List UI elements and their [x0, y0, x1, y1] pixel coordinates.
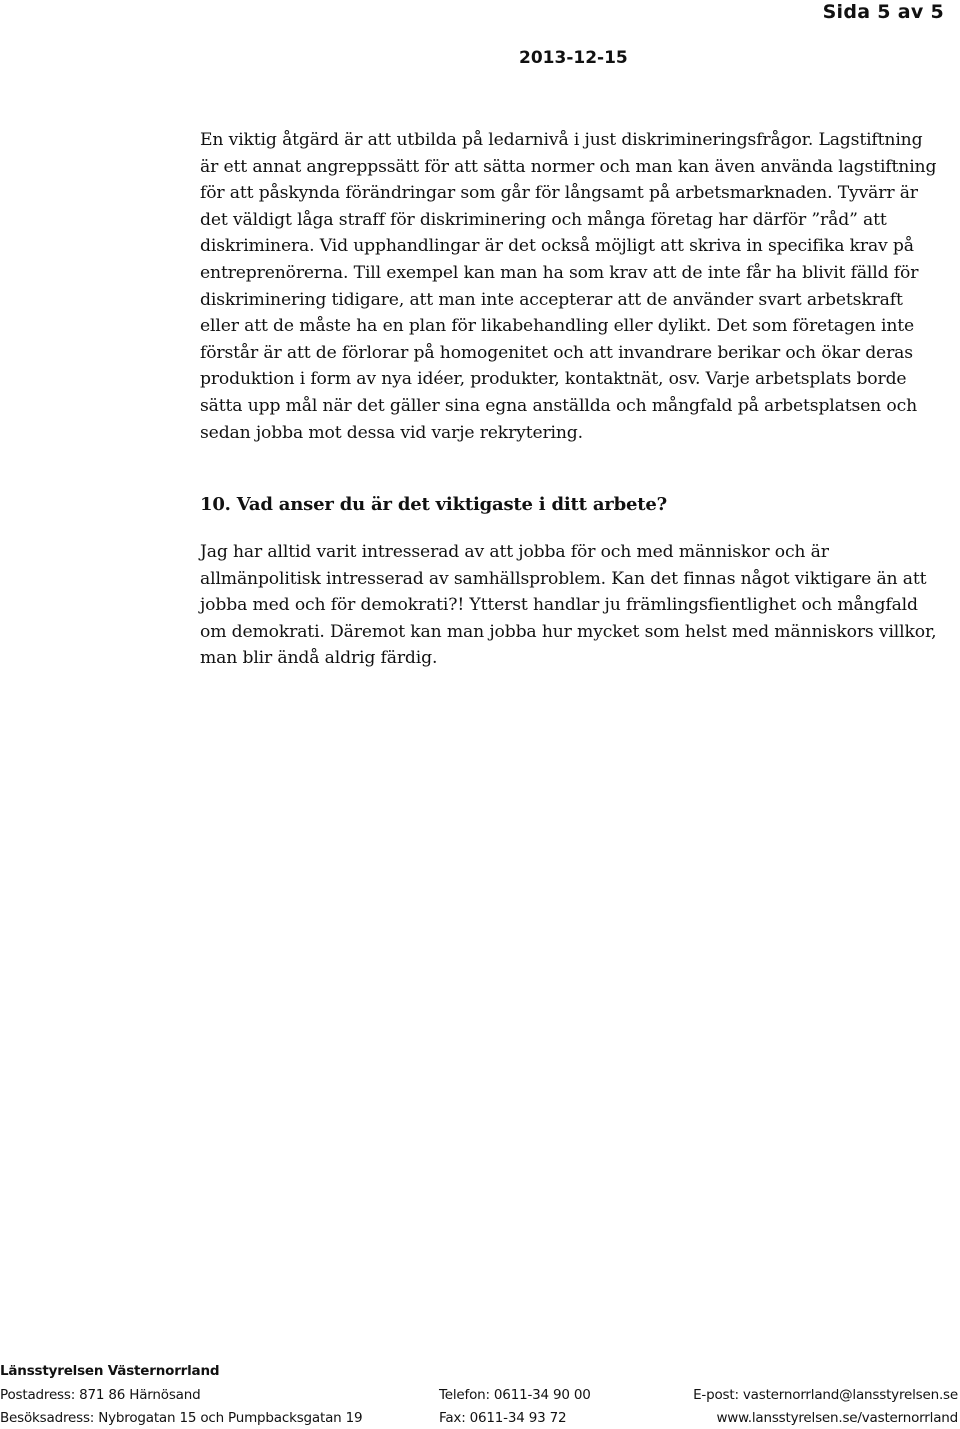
footer-email[interactable]: E-post: vasternorrland@lansstyrelsen.se	[693, 1387, 958, 1403]
body-paragraph-1: En viktig åtgärd är att utbilda på ledarnivå i just diskrimineringsfrågor. Lagstiftning är ett annat angreppssätt för att sätta normer och man kan även använda lagstiftning för att påskynda förändringar som går för långsamt på arbetsmarknaden. Tyvärr är det väldigt låga straff för diskriminering och många företag har därför ”råd” att diskriminera. Vid upphandlingar är det också möjligt att skriva in specifika krav på entreprenörerna. Till exempel kan man ha som krav att de inte får ha blivit fälld för diskriminering tidigare, att man inte accepterar att de använder svart arbetskraft eller att de måste ha en plan för likabehandling eller dylikt. Det som företagen inte förstår är att de förlorar på homogenitet och att invandrare berikar och ökar deras produktion i form av nya idéer, produkter, kontaktnät, osv. Varje arbetsplats borde sätta upp mål när det gäller sina egna anställda och mångfald på arbetsplatsen och sedan jobba mot dessa vid varje rekrytering.	[200, 130, 937, 443]
footer-organization: Länsstyrelsen Västernorrland	[0, 1363, 220, 1379]
document-date: 2013-12-15	[519, 48, 628, 68]
footer-postal-address: Postadress: 871 86 Härnösand	[0, 1387, 201, 1403]
page-number: Sida 5 av 5	[822, 1, 944, 23]
question-heading: 10. Vad anser du är det viktigaste i ditt arbete?	[200, 494, 667, 515]
footer-visiting-address: Besöksadress: Nybrogatan 15 och Pumpbacksgatan 19	[0, 1410, 363, 1426]
footer-row-2	[0, 1409, 960, 1427]
footer-row-1	[0, 1386, 960, 1404]
footer-website-link[interactable]: www.lansstyrelsen.se/vasternorrland	[716, 1410, 958, 1426]
body-paragraph-2: Jag har alltid varit intresserad av att jobba för och med människor och är allmänpolitisk intresserad av samhällsproblem. Kan det finnas något viktigare än att jobba med och för demokrati?! Ytterst handlar ju främlingsfientlighet och mångfald om demokrati. Däremot kan man jobba hur mycket som helst med människors villkor, man blir ändå aldrig färdig.	[200, 542, 937, 669]
footer-fax: Fax: 0611-34 93 72	[439, 1410, 567, 1426]
footer-phone: Telefon: 0611-34 90 00	[439, 1387, 591, 1403]
